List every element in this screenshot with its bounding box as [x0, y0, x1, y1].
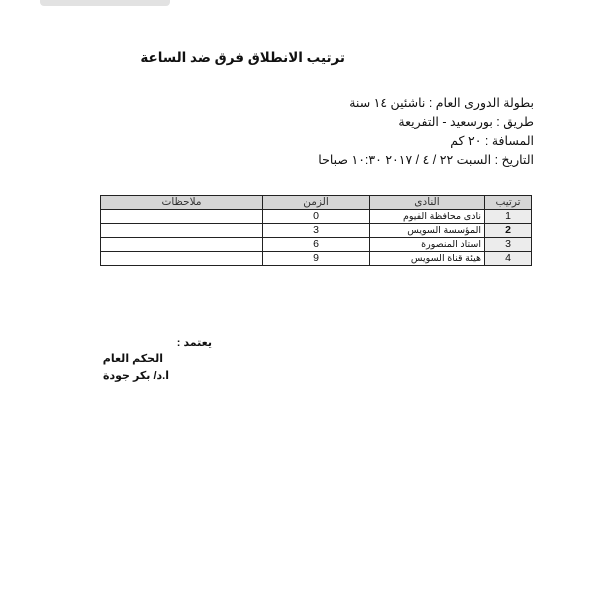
row-rank: 3 — [485, 238, 532, 252]
table-row — [101, 210, 532, 224]
event-info — [318, 94, 534, 170]
table-row — [101, 252, 532, 266]
championship-line: بطولة الدورى العام : ناشئين ١٤ سنة — [349, 96, 534, 110]
date-line: التاريخ : السبت ٢٢ / ٤ / ٢٠١٧ ١٠:٣٠ صباحا — [318, 153, 534, 167]
row-club: نادى محافظة الفيوم — [370, 210, 485, 224]
row-notes — [101, 252, 263, 266]
start-order-table — [100, 195, 532, 266]
row-time: 3 — [263, 224, 370, 238]
row-club: هيئة قناة السويس — [370, 252, 485, 266]
approval-name: ا.د/ بكر جودة — [103, 370, 169, 382]
row-rank: 2 — [485, 224, 532, 238]
row-notes — [101, 210, 263, 224]
row-time: 9 — [263, 252, 370, 266]
road-line: طريق : بورسعيد - التفريعة — [398, 115, 534, 129]
table-row — [101, 224, 532, 238]
table-header-row — [101, 196, 532, 210]
row-club: استاد المنصورة — [370, 238, 485, 252]
table-row — [101, 238, 532, 252]
approval-role: الحكم العام — [102, 353, 163, 365]
row-notes — [101, 224, 263, 238]
header-notes: ملاحظات — [101, 196, 263, 210]
row-notes — [101, 238, 263, 252]
top-edge-bar — [40, 0, 170, 6]
row-club: المؤسسة السويس — [370, 224, 485, 238]
document-title: ترتيب الانطلاق فرق ضد الساعة — [140, 50, 345, 65]
row-time: 0 — [263, 210, 370, 224]
row-time: 6 — [263, 238, 370, 252]
header-club: النادى — [370, 196, 485, 210]
header-rank: ترتيب — [485, 196, 532, 210]
row-rank: 4 — [485, 252, 532, 266]
distance-line: المسافة : ٢٠ كم — [450, 134, 534, 148]
header-time: الزمن — [263, 196, 370, 210]
approval-label: يعتمد : — [176, 337, 212, 349]
row-rank: 1 — [485, 210, 532, 224]
